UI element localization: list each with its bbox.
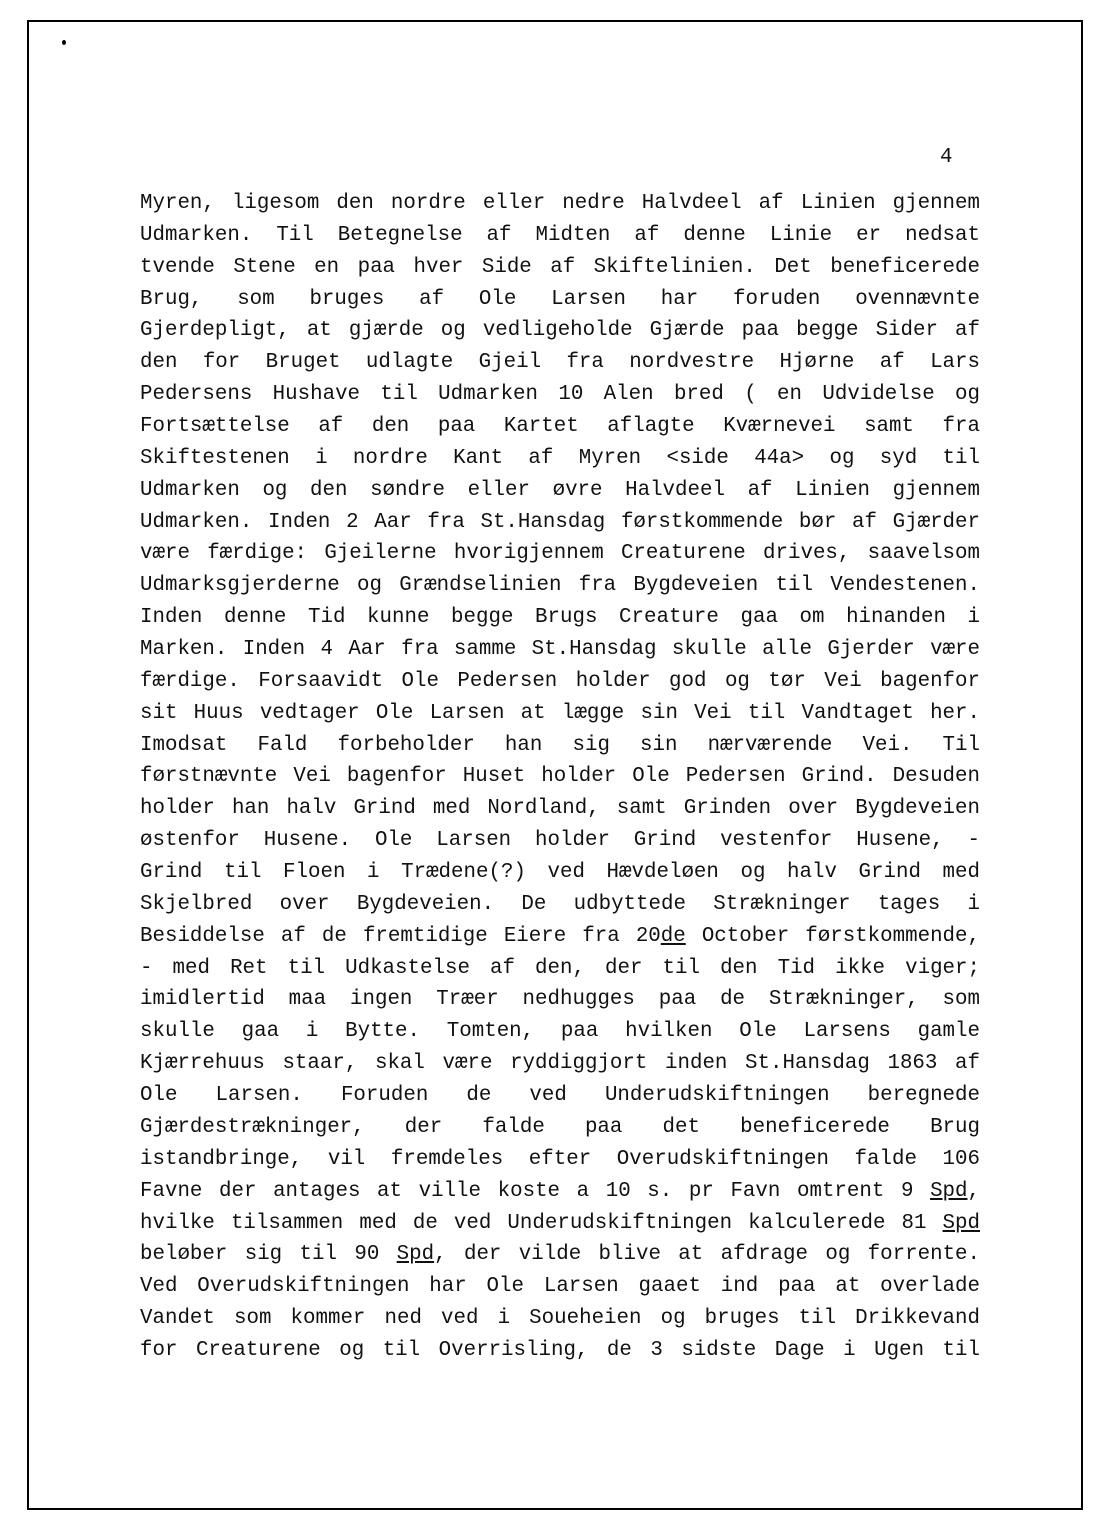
text-segment: istandbringe, vil fremdeles efter Overudskiftningen falde 106 xyxy=(140,1147,980,1171)
text-line xyxy=(140,379,980,411)
text-segment: Ved Overudskiftningen har Ole Larsen gaaet ind paa at overlade xyxy=(140,1275,980,1299)
text-segment: østenfor Husene. Ole Larsen holder Grind vestenfor Husene, - xyxy=(140,829,980,853)
underlined-text: Spd xyxy=(942,1211,980,1235)
text-segment: Ole Larsen. Foruden de ved Underudskiftningen beregnede xyxy=(140,1084,980,1108)
text-line xyxy=(140,761,980,793)
text-segment: Favne der antages at ville koste a 10 s. pr Favn omtrent 9 xyxy=(140,1179,931,1203)
underlined-text: Spd xyxy=(930,1179,968,1203)
text-segment: færdige. Forsaavidt Ole Pedersen holder god og tør Vei bagenfor xyxy=(140,669,980,693)
text-line xyxy=(140,698,980,730)
text-segment: beløber sig til 90 xyxy=(140,1243,397,1267)
text-line xyxy=(140,953,980,985)
text-segment: sit Huus vedtager Ole Larsen at lægge sin Vei til Vandtaget her. xyxy=(140,701,980,725)
document-body xyxy=(140,188,980,1367)
text-segment: , der vilde blive at afdrage og forrente. xyxy=(434,1243,981,1267)
text-line xyxy=(140,1144,980,1176)
underlined-text: de xyxy=(660,924,686,948)
text-line xyxy=(140,443,980,475)
text-line xyxy=(140,825,980,857)
text-segment: Myren, ligesom den nordre eller nedre Halvdeel af Linien gjennem xyxy=(140,192,980,215)
text-line xyxy=(140,1239,980,1271)
text-line xyxy=(140,188,980,220)
text-segment: Fortsættelse af den paa Kartet aflagte Kværnevei samt fra xyxy=(140,415,980,439)
text-line xyxy=(140,889,980,921)
text-line xyxy=(140,252,980,284)
text-line xyxy=(140,1080,980,1112)
text-segment: førstnævnte Vei bagenfor Huset holder Ole Pedersen Grind. Desuden xyxy=(140,765,980,789)
text-line xyxy=(140,1176,980,1208)
text-segment: October førstkommende, xyxy=(685,924,980,948)
text-segment: holder han halv Grind med Nordland, samt Grinden over Bygdeveien xyxy=(140,797,980,821)
underlined-text: Spd xyxy=(396,1243,435,1267)
text-line xyxy=(140,666,980,698)
text-line xyxy=(140,411,980,443)
text-segment: Vandet som kommer ned ved i Soueheien og bruges til Drikkevand xyxy=(140,1307,980,1331)
text-segment: Inden denne Tid kunne begge Brugs Creature gaa om hinanden i xyxy=(140,606,980,630)
text-line xyxy=(140,634,980,666)
text-segment: Udmarken. Inden 2 Aar fra St.Hansdag førstkommende bør af Gjærder xyxy=(140,510,980,534)
text-segment: være færdige: Gjeilerne hvorigjennem Creaturene drives, saavelsom xyxy=(140,542,980,566)
text-segment: Skiftestenen i nordre Kant af Myren <side 44a> og syd til xyxy=(140,446,980,470)
text-segment: Besiddelse af de fremtidige Eiere fra 20 xyxy=(140,924,661,948)
text-line xyxy=(140,315,980,347)
text-segment: Brug, som bruges af Ole Larsen har foruden ovennævnte xyxy=(140,287,980,311)
text-line xyxy=(140,1016,980,1048)
text-segment: imidlertid maa ingen Træer nedhugges paa de Strækninger, som xyxy=(140,988,980,1012)
text-line xyxy=(140,475,980,507)
text-segment: Udmarken og den søndre eller øvre Halvdeel af Linien gjennem xyxy=(140,478,980,502)
text-line xyxy=(140,984,980,1016)
text-line xyxy=(140,1208,980,1240)
text-segment: for Creaturene og til Overrisling, de 3 sidste Dage i Ugen til xyxy=(140,1338,980,1362)
text-segment: Gjerdepligt, at gjærde og vedligeholde Gjærde paa begge Sider af xyxy=(140,319,980,343)
text-line xyxy=(140,284,980,316)
text-segment: Gjærdestrækninger, der falde paa det beneficerede Brug xyxy=(140,1115,980,1139)
text-segment: Marken. Inden 4 Aar fra samme St.Hansdag skulle alle Gjerder være xyxy=(140,638,980,662)
text-segment: den for Bruget udlagte Gjeil fra nordvestre Hjørne af Lars xyxy=(140,351,980,375)
text-line xyxy=(140,857,980,889)
text-segment: skulle gaa i Bytte. Tomten, paa hvilken Ole Larsens gamle xyxy=(140,1020,980,1044)
text-line xyxy=(140,347,980,379)
text-segment: Udmarken. Til Betegnelse af Midten af denne Linie er nedsat xyxy=(140,223,980,247)
text-segment: , xyxy=(967,1179,980,1203)
text-segment: - med Ret til Udkastelse af den, der til den Tid ikke viger; xyxy=(140,956,980,980)
text-line xyxy=(140,1303,980,1335)
scan-speck xyxy=(62,40,66,45)
text-segment: Grind til Floen i Trædene(?) ved Hævdeløen og halv Grind med xyxy=(140,861,980,885)
text-line xyxy=(140,793,980,825)
page-number: 4 xyxy=(940,146,953,169)
text-line xyxy=(140,507,980,539)
text-segment: Udmarksgjerderne og Grændselinien fra Bygdeveien til Vendestenen. xyxy=(140,574,980,598)
text-line xyxy=(140,1271,980,1303)
text-line xyxy=(140,538,980,570)
text-line xyxy=(140,1048,980,1080)
text-segment: Kjærrehuus staar, skal være ryddiggjort inden St.Hansdag 1863 af xyxy=(140,1052,980,1076)
text-line xyxy=(140,730,980,762)
text-segment: Imodsat Fald forbeholder han sig sin nærværende Vei. Til xyxy=(140,733,980,757)
text-segment: tvende Stene en paa hver Side af Skiftelinien. Det beneficerede xyxy=(140,255,980,279)
text-line xyxy=(140,602,980,634)
text-segment: hvilke tilsammen med de ved Underudskiftningen kalculerede 81 xyxy=(140,1211,943,1235)
text-line xyxy=(140,1335,980,1367)
text-segment: Pedersens Hushave til Udmarken 10 Alen bred ( en Udvidelse og xyxy=(140,383,980,407)
text-line xyxy=(140,921,980,953)
text-line xyxy=(140,220,980,252)
text-line xyxy=(140,1112,980,1144)
text-segment: Skjelbred over Bygdeveien. De udbyttede Strækninger tages i xyxy=(140,892,980,916)
text-line xyxy=(140,570,980,602)
